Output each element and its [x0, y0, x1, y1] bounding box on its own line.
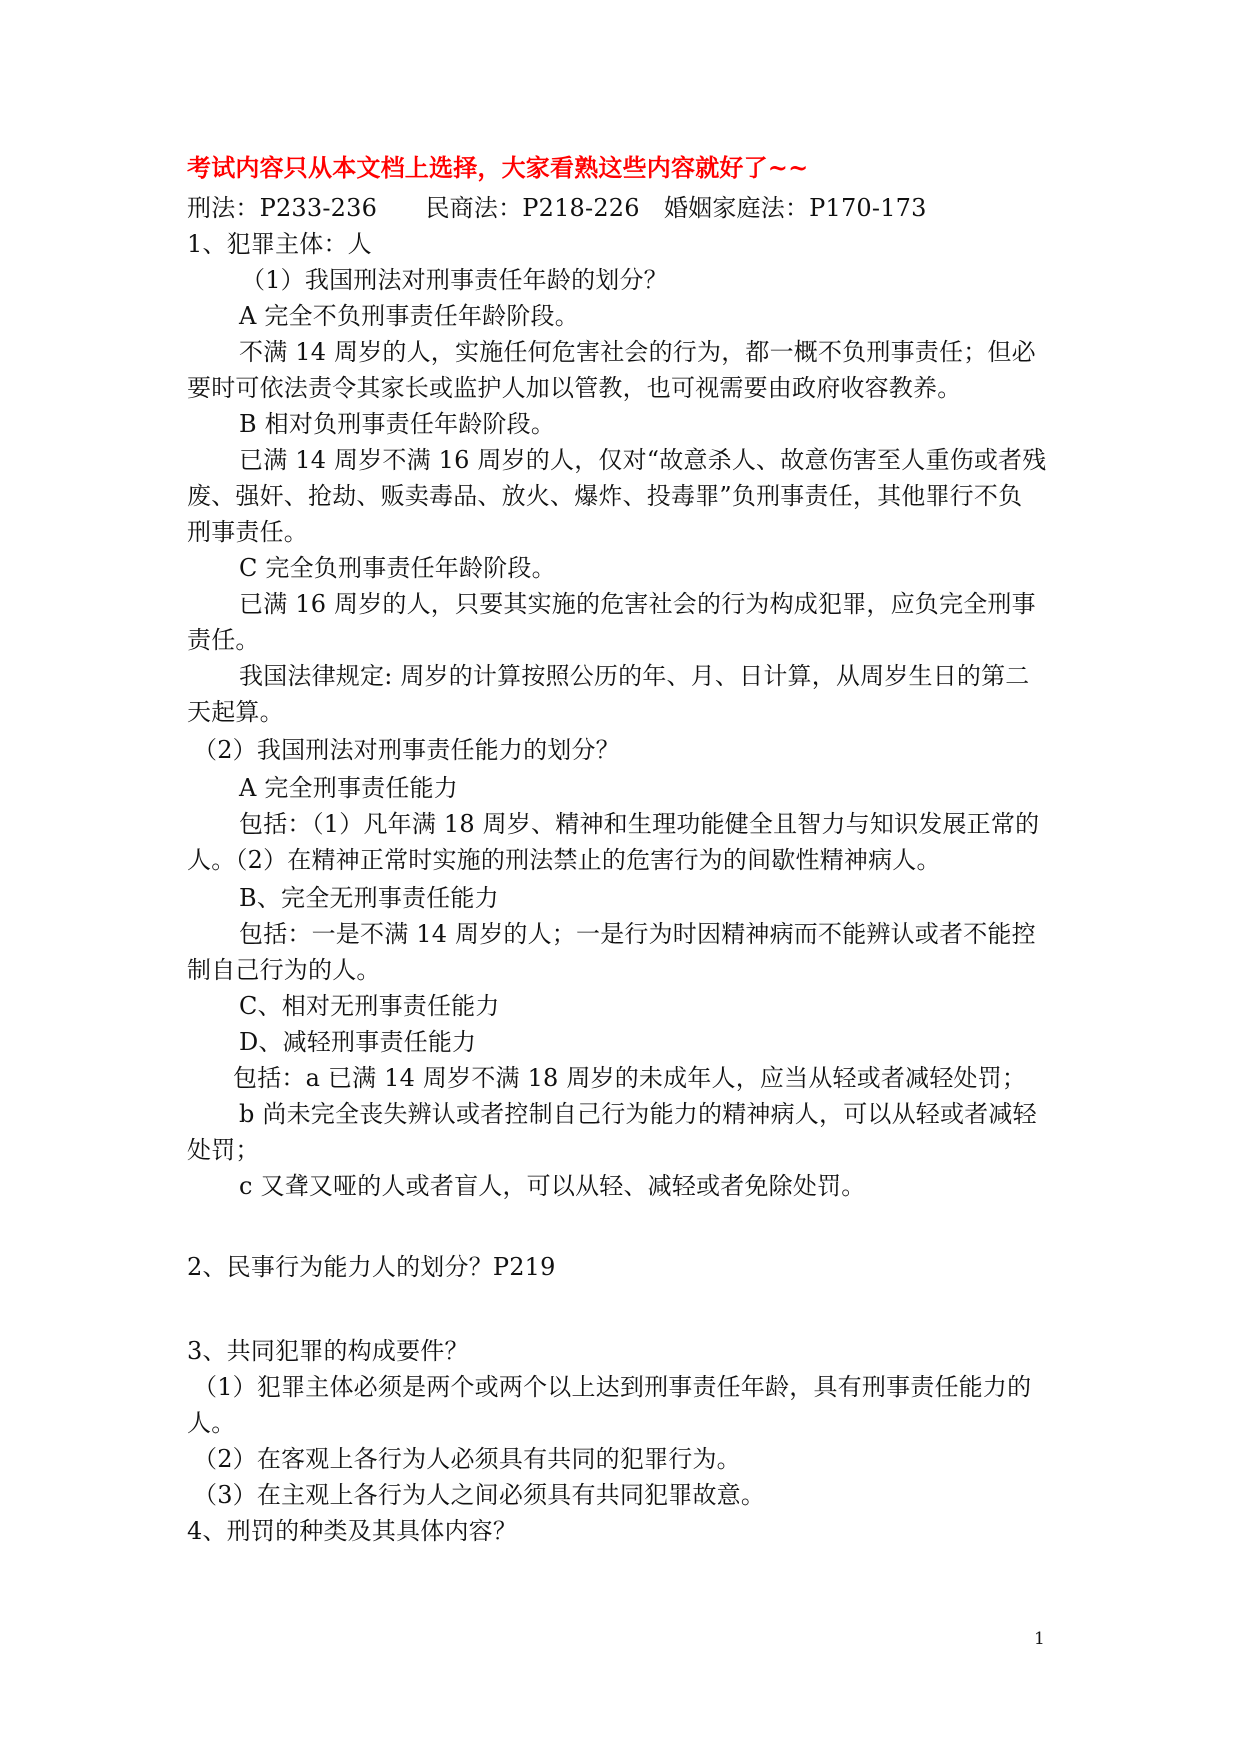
paragraph-line: A 完全刑事责任能力: [239, 774, 458, 802]
paragraph-line: c 又聋又哑的人或者盲人，可以从轻、减轻或者免除处罚。: [239, 1172, 866, 1200]
paragraph-line: （2）在客观上各行为人必须具有共同的犯罪行为。: [193, 1445, 741, 1473]
paragraph-line: B、完全无刑事责任能力: [239, 884, 499, 912]
paragraph-line: D、减轻刑事责任能力: [239, 1028, 477, 1056]
paragraph-line: 包括：（1）凡年满 18 周岁、精神和生理功能健全且智力与知识发展正常的: [239, 810, 1040, 838]
section-4-heading: 4、刑罚的种类及其具体内容？: [187, 1517, 518, 1545]
paragraph-line: 要时可依法责令其家长或监护人加以管教，也可视需要由政府收容教养。: [187, 374, 962, 402]
paragraph-line: B 相对负刑事责任年龄阶段。: [239, 410, 556, 438]
page-number: 1: [1034, 1629, 1045, 1649]
paragraph-line: （1）犯罪主体必须是两个或两个以上达到刑事责任年龄，具有刑事责任能力的: [193, 1373, 1032, 1401]
section-2-heading: 2、民事行为能力人的划分？P219: [187, 1253, 556, 1281]
paragraph-line: （3）在主观上各行为人之间必须具有共同犯罪故意。: [193, 1481, 766, 1509]
paragraph-line: 不满 14 周岁的人，实施任何危害社会的行为，都一概不负刑事责任；但必: [239, 338, 1036, 366]
paragraph-line: 处罚；: [187, 1136, 260, 1164]
paragraph-line: C、相对无刑事责任能力: [239, 992, 500, 1020]
paragraph-line: 人。（2）在精神正常时实施的刑法禁止的危害行为的间歇性精神病人。: [187, 846, 941, 874]
paragraph-line: 人。: [187, 1409, 236, 1437]
document-title: 考试内容只从本文档上选择，大家看熟这些内容就好了~~: [187, 153, 809, 182]
paragraph-line: 废、强奸、抢劫、贩卖毒品、放火、爆炸、投毒罪”负刑事责任，其他罪行不负: [187, 482, 1023, 510]
section-1-heading: 1、犯罪主体：人: [187, 230, 372, 258]
section-3-heading: 3、共同犯罪的构成要件？: [187, 1337, 469, 1365]
subsection-1-heading: （1）我国刑法对刑事责任年龄的划分？: [241, 266, 668, 294]
paragraph-line: 已满 16 周岁的人，只要其实施的危害社会的行为构成犯罪，应负完全刑事: [239, 590, 1036, 618]
paragraph-line: 包括：a 已满 14 周岁不满 18 周岁的未成年人，应当从轻或者减轻处罚；: [233, 1064, 1027, 1092]
paragraph-line: 我国法律规定: 周岁的计算按照公历的年、月、日计算，从周岁生日的第二: [239, 662, 1030, 690]
paragraph-line: 刑事责任。: [187, 518, 308, 546]
reference-pages-line: 刑法：P233-236 民商法：P218-226 婚姻家庭法：P170-173: [187, 194, 927, 222]
paragraph-line: 包括：一是不满 14 周岁的人；一是行为时因精神病而不能辨认或者不能控: [239, 920, 1036, 948]
paragraph-line: 已满 14 周岁不满 16 周岁的人，仅对“故意杀人、故意伤害至人重伤或者残: [239, 446, 1047, 474]
paragraph-line: b 尚未完全丧失辨认或者控制自己行为能力的精神病人，可以从轻或者减轻: [239, 1100, 1037, 1128]
paragraph-line: C 完全负刑事责任年龄阶段。: [239, 554, 556, 582]
paragraph-line: 责任。: [187, 626, 260, 654]
paragraph-line: A 完全不负刑事责任年龄阶段。: [239, 302, 579, 330]
paragraph-line: 天起算。: [187, 698, 284, 726]
paragraph-line: 制自己行为的人。: [187, 956, 381, 984]
subsection-2-heading: （2）我国刑法对刑事责任能力的划分？: [193, 736, 620, 764]
